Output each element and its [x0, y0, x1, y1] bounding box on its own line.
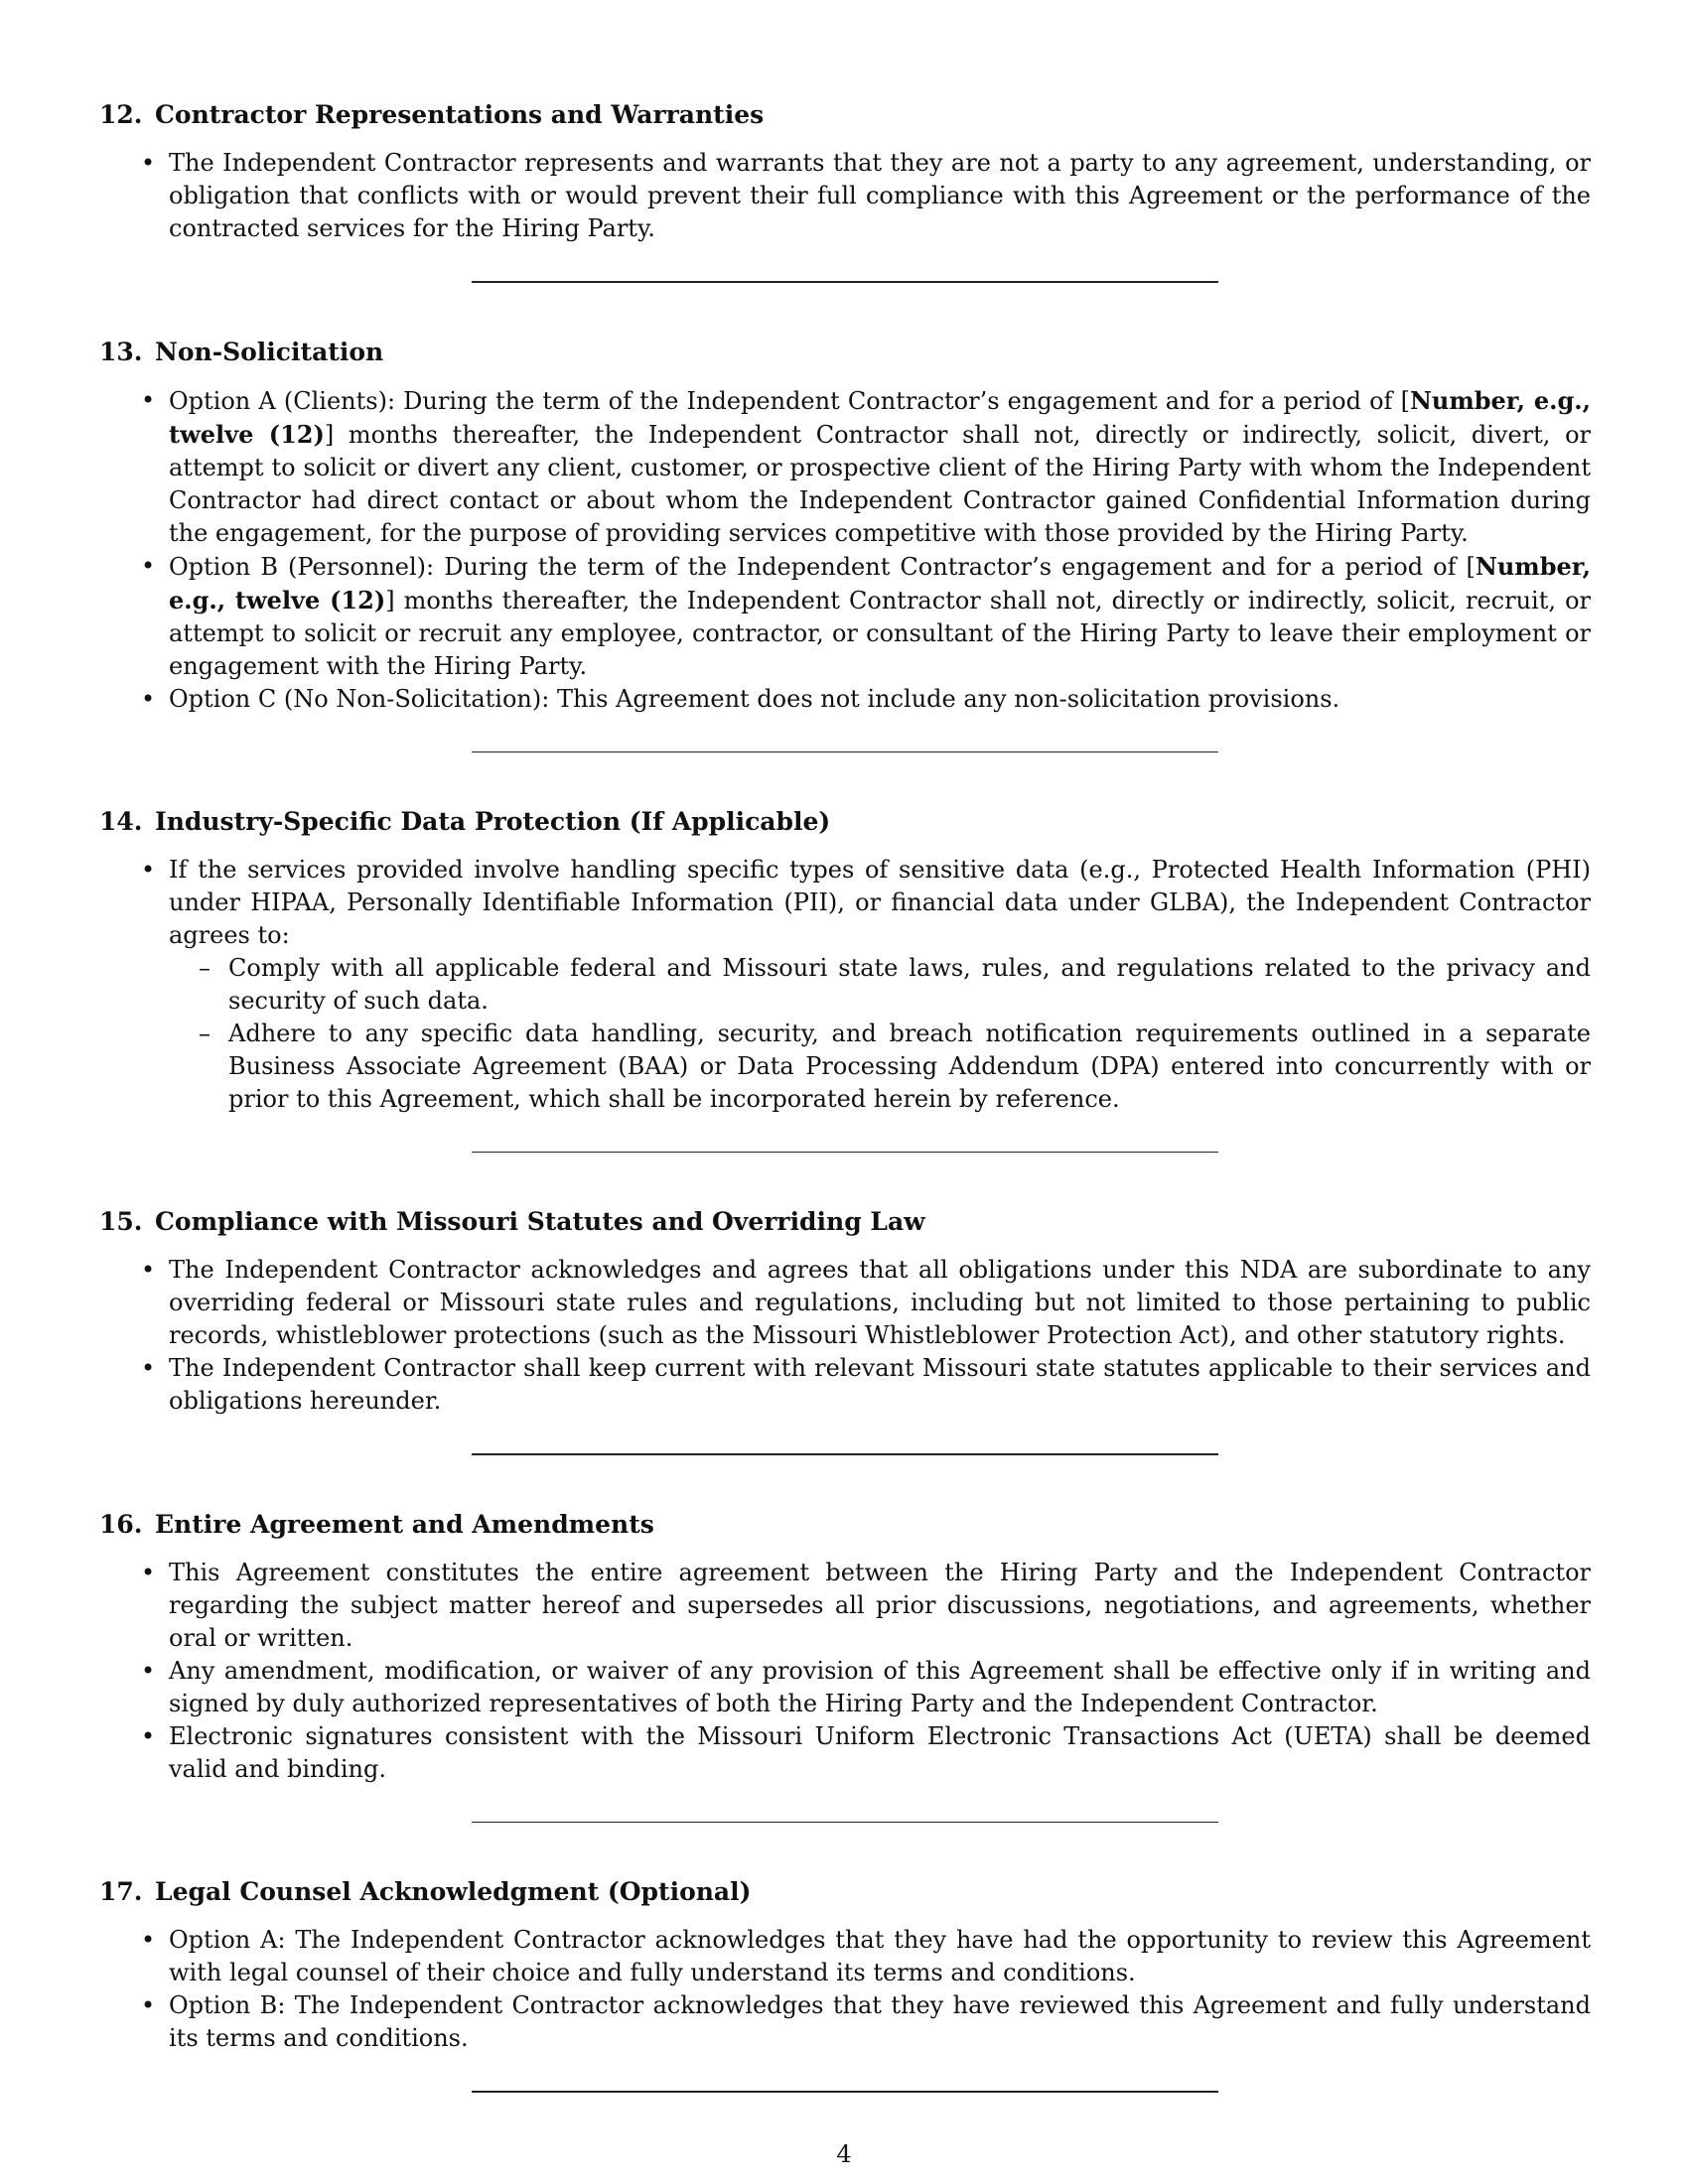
section-heading: [99, 1876, 1591, 1908]
list-item: • This Agreement constitutes the entire agreement between the Hiring Party and the Independent Contractor regarding the subject matter hereof and supersedes all prior discussions, negotiations, and agreements, whether oral or written.: [99, 1557, 1591, 1655]
list-item: • The Independent Contractor acknowledges and agrees that all obligations under this NDA are subordinate to any overriding federal or Missouri state rules and regulations, including but not limited to those pertaining to public records, whistleblower protections (such as the Missouri Whistleblower Protection Act), and other statutory rights.: [99, 1254, 1591, 1352]
bullet-list: [99, 854, 1591, 1116]
list-item: [99, 550, 1591, 683]
section-number: 13.: [99, 338, 143, 366]
sub-list: [169, 952, 1591, 1116]
section-divider: [472, 2091, 1218, 2093]
section-number: 16.: [99, 1510, 143, 1539]
page-number: 4: [836, 2140, 852, 2168]
section-divider: [472, 281, 1218, 283]
bullet-list: [99, 1924, 1591, 2055]
sub-list-item: – Comply with all applicable federal and Missouri state laws, rules, and regulations related to the privacy and security of such data.: [169, 952, 1591, 1018]
list-item: [99, 384, 1591, 550]
section-title: Contractor Representations and Warranties: [155, 100, 765, 129]
section-heading: [99, 99, 1591, 131]
section-number: 12.: [99, 100, 143, 129]
item-text: ] months thereafter, the Independent Contractor shall not, directly or indirectly, solicit, divert, or attempt to solicit or divert any client, customer, or prospective client of the Hiring Party with whom the Independent Contractor had direct contact or about whom the Independent Contractor gained Confidential Information during the engagement, for the purpose of providing services competitive with those provided by the Hiring Party.: [169, 421, 1592, 547]
section-heading: [99, 806, 1591, 838]
item-text: Option B (Personnel): During the term of the Independent Contractor’s engagement and for a period of [: [169, 553, 1476, 581]
section-title: Compliance with Missouri Statutes and Overriding Law: [155, 1207, 925, 1236]
section-number: 15.: [99, 1207, 143, 1236]
section-14: [99, 806, 1591, 1116]
list-item: • Option B: The Independent Contractor acknowledges that they have reviewed this Agreement and fully understand its terms and conditions.: [99, 1989, 1591, 2055]
item-text: If the services provided involve handling specific types of sensitive data (e.g., Protected Health Information (PHI) under HIPAA, Personally Identifiable Information (PII), or financial data under GLBA), the Independent Contractor agrees to:: [169, 856, 1591, 949]
section-divider: [472, 1822, 1218, 1823]
item-text: ] months thereafter, the Independent Contractor shall not, directly or indirectly, solicit, recruit, or attempt to solicit or recruit any employee, contractor, or consultant of the Hiring Party to leave their employment or engagement with the Hiring Party.: [169, 587, 1591, 680]
section-heading: [99, 337, 1591, 368]
document-page: [99, 99, 1591, 2146]
section-divider: [472, 1453, 1218, 1455]
list-item: [99, 854, 1591, 1116]
section-divider: [472, 751, 1218, 752]
list-item: • Option C (No Non-Solicitation): This Agreement does not include any non-solicitation provisions.: [99, 683, 1591, 716]
item-text: Option A (Clients): During the term of the Independent Contractor’s engagement and for a period of [: [169, 387, 1410, 415]
section-title: Industry-Specific Data Protection (If Applicable): [155, 807, 831, 836]
bullet-list: [99, 1254, 1591, 1418]
placeholder-bold: Number, e.g., twelve (12): [169, 552, 1591, 614]
section-17: [99, 1876, 1591, 2055]
list-item: • Electronic signatures consistent with the Missouri Uniform Electronic Transactions Act (UETA) shall be deemed valid and binding.: [99, 1720, 1591, 1786]
section-heading: [99, 1509, 1591, 1541]
list-item: • Option A: The Independent Contractor acknowledges that they have had the opportunity to review this Agreement with legal counsel of their choice and fully understand its terms and conditions.: [99, 1924, 1591, 1989]
list-item: • The Independent Contractor represents and warrants that they are not a party to any agreement, understanding, or obligation that conflicts with or would prevent their full compliance with this Agreement or the performance of the contracted services for the Hiring Party.: [99, 147, 1591, 245]
list-item: • The Independent Contractor shall keep current with relevant Missouri state statutes applicable to their services and obligations hereunder.: [99, 1352, 1591, 1418]
bullet-list: [99, 1557, 1591, 1786]
section-number: 17.: [99, 1877, 143, 1906]
section-heading: [99, 1206, 1591, 1238]
section-12: [99, 99, 1591, 245]
bullet-list: [99, 384, 1591, 716]
list-item: • Any amendment, modification, or waiver of any provision of this Agreement shall be effective only if in writing and signed by duly authorized representatives of both the Hiring Party and the Independent Contractor.: [99, 1655, 1591, 1720]
section-15: [99, 1206, 1591, 1418]
bullet-list: [99, 147, 1591, 245]
section-16: [99, 1509, 1591, 1786]
section-number: 14.: [99, 807, 143, 836]
section-13: [99, 337, 1591, 716]
sub-list-item: – Adhere to any specific data handling, security, and breach notification requirements outlined in a separate Business Associate Agreement (BAA) or Data Processing Addendum (DPA) entered into concurrently with or prior to this Agreement, which shall be incorporated herein by reference.: [169, 1018, 1591, 1116]
section-title: Entire Agreement and Amendments: [155, 1510, 654, 1539]
section-divider: [472, 1152, 1218, 1153]
placeholder-bold: Number, e.g., twelve (12): [169, 386, 1592, 449]
section-title: Legal Counsel Acknowledgment (Optional): [155, 1877, 752, 1906]
section-title: Non-Solicitation: [155, 338, 384, 366]
